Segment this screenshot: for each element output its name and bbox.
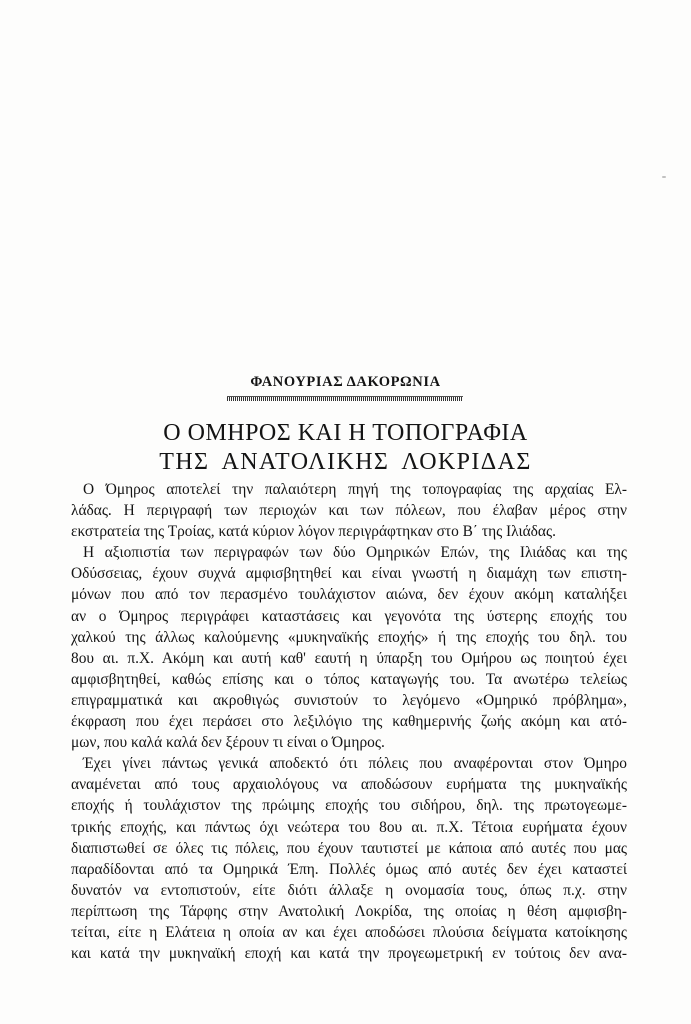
body-line: τείται, είτε η Ελάτεια η οποία αν και έχει αποδώσει πλούσια δείγματα κατοίκησης bbox=[71, 923, 627, 941]
body-line: εποχής ή τουλάχιστον της πρώιμης εποχής του σιδήρου, δηλ. της πρωτογεωμε- bbox=[71, 797, 627, 815]
body-line: Ο Όμηρος αποτελεί την παλαιότερη πηγή της τοπογραφίας της αρχαίας Ελ- bbox=[83, 481, 627, 498]
scan-speck bbox=[662, 176, 666, 178]
body-line: Έχει γίνει πάντως γενικά αποδεκτό ότι πόλεις που αναφέρονται στον Όμηρο bbox=[83, 755, 627, 773]
body-line: διαπιστωθεί σε όλες τις πόλεις, που έχουν ταυτιστεί με κάποια από αυτές που μας bbox=[71, 839, 627, 857]
body-line: τρικής εποχής, και πάντως όχι νεώτερα του 8ου αι. π.Χ. Τέτοια ευρήματα έχουν bbox=[71, 818, 627, 836]
body-line: 8ου αι. π.Χ. Ακόμη και αυτή καθ' εαυτή η ύπαρξη του Ομήρου ως ποιητού έχει bbox=[71, 649, 627, 667]
body-line: επιγραμματικά και ακροθιγώς συνιστούν το λεγόμενο «Ομηρικό πρόβλημα», bbox=[71, 691, 627, 709]
body-line: εκστρατεία της Τροίας, κατά κύριον λόγον περιγράφτηκαν στο Β΄ της Ιλιάδας. bbox=[71, 523, 556, 541]
body-line: περίπτωση της Τάρφης στην Ανατολική Λοκρίδα, της οποίας η θέση αμφισβη- bbox=[71, 902, 627, 920]
article-title-line-2: ΤΗΣ ΑΝΑΤΟΛΙΚΗΣ ΛΟΚΡΙΔΑΣ bbox=[159, 449, 532, 475]
body-line: Οδύσσειας, έχουν συχνά αμφισβητηθεί και είναι γνωστή η διαμάχη των επιστη- bbox=[71, 565, 627, 583]
body-line: έκφραση που έχει περάσει στο λεξιλόγιο της καθημερινής ζωής ακόμη και ατό- bbox=[71, 713, 627, 731]
author-name: ΦΑΝΟΥΡΙΑΣ ΔΑΚΟΡΩΝΙΑ bbox=[250, 374, 441, 390]
body-line: χαλκού της άλλως καλούμενης «μυκηναϊκής εποχής» ή της εποχής του δηλ. του bbox=[71, 628, 627, 646]
body-line: αναμένεται από τους αρχαιολόγους να αποδώσουν ευρήματα της μυκηναϊκής bbox=[71, 776, 627, 794]
body-line: αν ο Όμηρος περιγράφει καταστάσεις και γεγονότα της ύστερης εποχής του bbox=[71, 607, 627, 625]
body-line: παραδίδονται από τα Ομηρικά Έπη. Πολλές όμως από αυτές δεν έχει καταστεί bbox=[71, 860, 627, 878]
body-line: και κατά την μυκηναϊκή εποχή και κατά την προγεωμετρική εν τούτοις δεν ανα- bbox=[71, 945, 627, 963]
body-line: μων, που καλά καλά δεν ξέρουν τι είναι ο Όμηρος. bbox=[71, 734, 385, 752]
ornamental-rule bbox=[227, 396, 463, 401]
body-line: μόνων που από τον περασμένο τουλάχιστον αιώνα, δεν έχουν ακόμη καταλήξει bbox=[71, 586, 627, 604]
article-title-line-1: Ο ΟΜΗΡΟΣ ΚΑΙ Η ΤΟΠΟΓΡΑΦΙΑ bbox=[163, 420, 528, 446]
body-line: δυνατόν να εντοπιστούν, είτε διότι άλλαξε η ονομασία τους, όπως π.χ. στην bbox=[71, 881, 627, 899]
body-line: λάδας. Η περιγραφή των περιοχών και των πόλεων, που έλαβαν μέρος στην bbox=[71, 502, 627, 520]
article-body bbox=[71, 479, 627, 964]
body-line: Η αξιοπιστία των περιγραφών των δύο Ομηρικών Επών, της Ιλιάδας και της bbox=[83, 544, 627, 562]
body-line: αμφισβητηθεί, καθώς επίσης και ο τόπος καταγωγής του. Τα ανωτέρω τελείως bbox=[71, 670, 627, 688]
